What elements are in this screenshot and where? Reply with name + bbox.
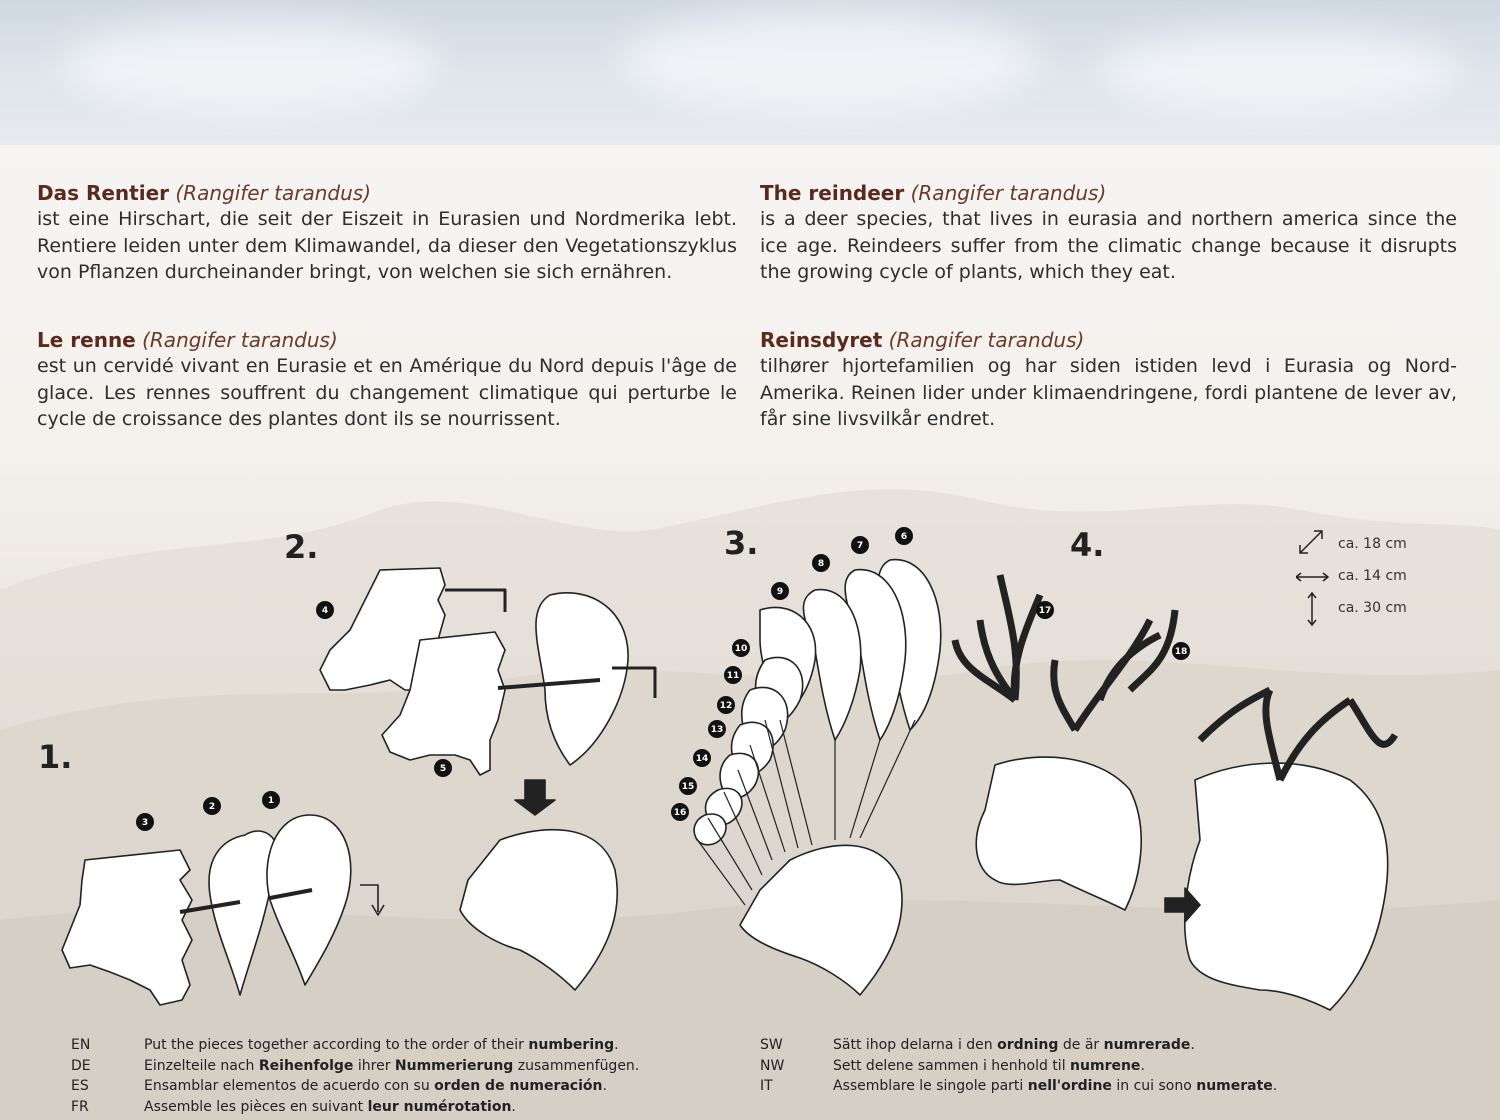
latin-fr: (Rangifer tarandus) (142, 328, 338, 352)
number-badge (771, 582, 789, 600)
cloud (60, 20, 440, 110)
instructions-right (760, 1035, 1277, 1097)
instruction-emphasis: Reihenfolge (258, 1057, 354, 1074)
latin-no: (Rangifer tarandus) (888, 328, 1085, 352)
number-label: 8 (817, 559, 825, 569)
number-label: 18 (1174, 647, 1188, 657)
number-label: 9 (776, 587, 784, 597)
number-badge (1036, 601, 1054, 619)
number-label: 3 (141, 818, 149, 828)
title-no: Reinsdyret (760, 328, 883, 352)
instruction-fragment: Sett delene sammen i henhold til (833, 1057, 1071, 1074)
dimension-diagonal: ca. 18 cm (1338, 536, 1407, 552)
number-badge (812, 554, 830, 572)
instruction-emphasis: numerate (1196, 1078, 1273, 1094)
language-code: EN (71, 1037, 91, 1053)
number-label: 7 (856, 541, 864, 551)
language-code: IT (760, 1078, 773, 1094)
number-badge (316, 601, 334, 619)
number-badge (1172, 642, 1190, 660)
step-4-pieces (955, 575, 1395, 1010)
number-badge (434, 759, 452, 777)
number-label: 5 (439, 764, 447, 774)
instruction-emphasis: leur numérotation (367, 1098, 512, 1115)
latin-en: (Rangifer tarandus) (910, 181, 1107, 205)
instruction-fragment: Ensamblar elementos de acuerdo con su (144, 1078, 435, 1094)
instruction-row (71, 1056, 639, 1077)
instruction-fragment: . (614, 1037, 619, 1053)
latin-de: (Rangifer tarandus) (175, 181, 372, 205)
instructions-left (71, 1035, 639, 1117)
text-block-fr (37, 327, 737, 433)
number-label: 10 (734, 644, 748, 654)
instruction-row (71, 1076, 639, 1097)
instruction-emphasis: ordning (997, 1037, 1059, 1053)
language-code: NW (760, 1057, 785, 1074)
instruction-row (71, 1097, 639, 1118)
language-code: FR (71, 1098, 89, 1115)
number-label: 4 (321, 606, 329, 616)
step-4-label: 4. (1070, 526, 1105, 564)
instruction-emphasis: orden de numeración (434, 1078, 603, 1094)
instruction-emphasis: numrene (1070, 1057, 1141, 1074)
step-2-label: 2. (284, 528, 319, 566)
number-label: 6 (900, 532, 908, 542)
text-block-en (760, 180, 1457, 286)
instruction-fragment: in cui sono (1111, 1078, 1197, 1094)
text-block-no (760, 327, 1457, 433)
instruction-fragment: Assemble les pièces en suivant (144, 1098, 368, 1115)
language-code: ES (71, 1078, 89, 1094)
number-badge (262, 791, 280, 809)
instruction-fragment: Put the pieces together according to the order of their (144, 1037, 529, 1053)
dimension-width: ca. 14 cm (1338, 568, 1407, 584)
step-1-label: 1. (38, 738, 73, 776)
instruction-fragment: . (1190, 1037, 1195, 1053)
instruction-fragment: . (602, 1078, 607, 1094)
number-badge (136, 813, 154, 831)
instruction-fragment: . (1140, 1057, 1145, 1074)
dimension-height: ca. 30 cm (1338, 600, 1407, 616)
instruction-text (833, 1076, 1277, 1097)
step-3-label: 3. (724, 524, 759, 562)
number-label: 15 (681, 782, 695, 792)
number-badge (717, 696, 735, 714)
number-badge (693, 749, 711, 767)
number-label: 16 (673, 808, 687, 818)
assembly-diagram (0, 520, 1500, 1040)
step-2-pieces (320, 568, 655, 990)
instruction-text (144, 1035, 619, 1056)
cloud (1100, 30, 1460, 110)
instruction-fragment: zusammenfügen. (513, 1057, 640, 1074)
text-block-de (37, 180, 737, 286)
instruction-emphasis: numrerade (1103, 1037, 1191, 1053)
instruction-fragment: Assemblare le singole parti (833, 1078, 1028, 1094)
title-en: The reindeer (760, 181, 905, 205)
step-3-pieces (694, 560, 941, 995)
instruction-row (71, 1035, 639, 1056)
number-label: 1 (267, 796, 275, 806)
instruction-fragment: de är (1058, 1037, 1104, 1053)
instruction-text (144, 1056, 639, 1077)
instruction-fragment: Einzelteile nach (144, 1057, 259, 1074)
instruction-row (760, 1035, 1277, 1056)
instruction-fragment: Sätt ihop delarna i den (833, 1037, 998, 1053)
step-1-pieces (62, 815, 384, 1005)
instruction-fragment: . (511, 1098, 516, 1115)
body-no: tilhører hjortefamilien og har siden istiden levd i Eurasia og Nord-Amerika. Reinen lider under klimaendringene, fordi plantene de lever av, får sine livsvilkår endret. (760, 355, 1457, 430)
instruction-emphasis: Nummerierung (394, 1057, 514, 1074)
cloud (620, 10, 1040, 110)
body-de: ist eine Hirschart, die seit der Eiszeit in Eurasien und Nordmerika lebt. Rentiere leiden unter dem Klimawandel, da dieser den Vegetationszyklus von Pflanzen durcheinander bringt, von welchen sie sich ernähren. (37, 208, 737, 283)
number-badge (851, 536, 869, 554)
instruction-emphasis: nell'ordine (1027, 1078, 1112, 1094)
title-fr: Le renne (37, 328, 136, 352)
number-label: 17 (1038, 606, 1052, 616)
instruction-fragment: ihrer (353, 1057, 395, 1074)
number-badge (732, 639, 750, 657)
number-label: 2 (208, 802, 216, 812)
instruction-text (833, 1035, 1195, 1056)
language-code: SW (760, 1037, 783, 1053)
title-de: Das Rentier (37, 181, 170, 205)
number-label: 13 (710, 725, 724, 735)
language-code: DE (71, 1057, 91, 1074)
instruction-text (144, 1076, 607, 1097)
instruction-fragment: . (1272, 1078, 1278, 1094)
number-label: 14 (695, 754, 709, 764)
instruction-row (760, 1056, 1277, 1077)
number-badge (203, 797, 221, 815)
body-fr: est un cervidé vivant en Eurasie et en Amérique du Nord depuis l'âge de glace. Les rennes souffrent du changement climatique qui perturbe le cycle de croissance des plantes dont ils se nourrissent. (37, 355, 737, 430)
instruction-text (144, 1097, 516, 1118)
number-badge (679, 777, 697, 795)
number-badge (671, 803, 689, 821)
instruction-text (833, 1056, 1145, 1077)
number-label: 12 (719, 701, 733, 711)
instruction-row (760, 1076, 1277, 1097)
number-badge (708, 720, 726, 738)
body-en: is a deer species, that lives in eurasia and northern america since the ice age. Reindeers suffer from the climatic change because it disrupts the growing cycle of plants, which they eat. (760, 208, 1457, 283)
number-badge (724, 666, 742, 684)
instruction-emphasis: numbering (528, 1037, 615, 1053)
number-label: 11 (726, 671, 740, 681)
number-badge (895, 527, 913, 545)
